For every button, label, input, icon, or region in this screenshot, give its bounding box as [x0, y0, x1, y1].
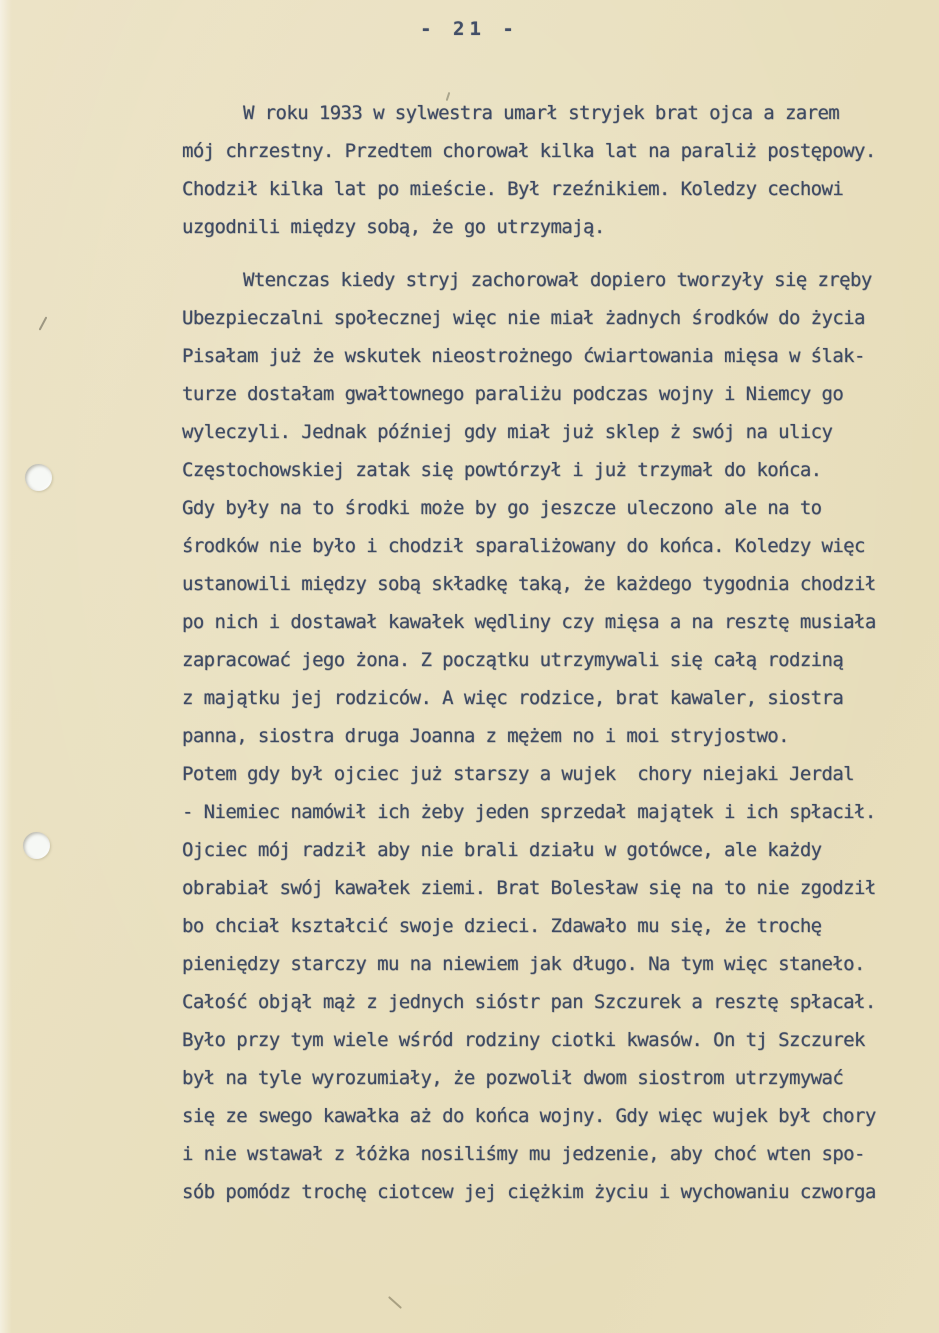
text-line: uzgodnili między sobą, że go utrzymają.	[182, 216, 605, 238]
page-number: - 21 -	[420, 18, 519, 40]
text-line: Częstochowskiej zatak się powtórzył i już trzymał do końca.	[182, 459, 822, 481]
text-line: Ojciec mój radził aby nie brali działu w gotówce, ale każdy	[182, 839, 822, 861]
paper-fiber	[39, 316, 48, 330]
paper-fiber	[388, 1296, 402, 1309]
text-line: pieniędzy starczy mu na niewiem jak długo. Na tym więc staneło.	[182, 953, 865, 975]
text-line: bo chciał kształcić swoje dzieci. Zdawało mu się, że trochę	[182, 915, 822, 937]
hole-punch-icon	[23, 832, 50, 859]
text-line: z majątku jej rodziców. A więc rodzice, brat kawaler, siostra	[182, 687, 844, 709]
text-line: panna, siostra druga Joanna z mężem no i moi stryjostwo.	[182, 725, 789, 747]
text-line: Chodził kilka lat po mieście. Był rzeźnikiem. Koledzy cechowi	[182, 178, 844, 200]
text-line: się ze swego kawałka aż do końca wojny. Gdy więc wujek był chory	[182, 1105, 876, 1127]
text-line: i nie wstawał z łóżka nosiliśmy mu jedzenie, aby choć wten spo-	[182, 1143, 865, 1165]
hole-punch-icon	[25, 464, 52, 491]
typewritten-text-block	[182, 94, 876, 1211]
text-line: Pisałam już że wskutek nieostrożnego ćwiartowania mięsa w ślak-	[182, 345, 865, 367]
text-line: Gdy były na to środki może by go jeszcze uleczono ale na to	[182, 497, 822, 519]
text-line: Wtenczas kiedy stryj zachorował dopiero tworzyły się zręby	[243, 269, 872, 291]
text-line: zapracować jego żona. Z początku utrzymywali się całą rodziną	[182, 649, 844, 671]
paragraph	[182, 94, 876, 246]
text-line: turze dostałam gwałtownego paraliżu podczas wojny i Niemcy go	[182, 383, 844, 405]
text-line: Ubezpieczalni społecznej więc nie miał żadnych środków do życia	[182, 307, 865, 329]
text-line: Całość objął mąż z jednych sióstr pan Szczurek a resztę spłacał.	[182, 991, 876, 1013]
paragraph	[182, 261, 876, 1211]
text-line: Było przy tym wiele wśród rodziny ciotki kwasów. On tj Szczurek	[182, 1029, 865, 1051]
text-line: obrabiał swój kawałek ziemi. Brat Bolesław się na to nie zgodził	[182, 877, 876, 899]
text-line: mój chrzestny. Przedtem chorował kilka lat na paraliż postępowy.	[182, 140, 876, 162]
text-line: ustanowili między sobą składkę taką, że każdego tygodnia chodził	[182, 573, 876, 595]
text-line: Potem gdy był ojciec już starszy a wujek chory niejaki Jerdal	[182, 763, 855, 785]
text-line: - Niemiec namówił ich żeby jeden sprzedał majątek i ich spłacił.	[182, 801, 876, 823]
text-line: po nich i dostawał kawałek wędliny czy mięsa a na resztę musiała	[182, 611, 876, 633]
text-line: wyleczyli. Jednak później gdy miał już sklep ż swój na ulicy	[182, 421, 833, 443]
text-line: sób pomódz trochę ciotcew jej ciężkim życiu i wychowaniu czworga	[182, 1181, 876, 1203]
text-line: był na tyle wyrozumiały, że pozwolił dwom siostrom utrzymywać	[182, 1067, 844, 1089]
text-line: W roku 1933 w sylwestra umarł stryjek brat ojca a zarem	[243, 102, 840, 124]
scan-edge-highlight	[0, 0, 12, 1333]
text-line: środków nie było i chodził sparaliżowany do końca. Koledzy więc	[182, 535, 865, 557]
